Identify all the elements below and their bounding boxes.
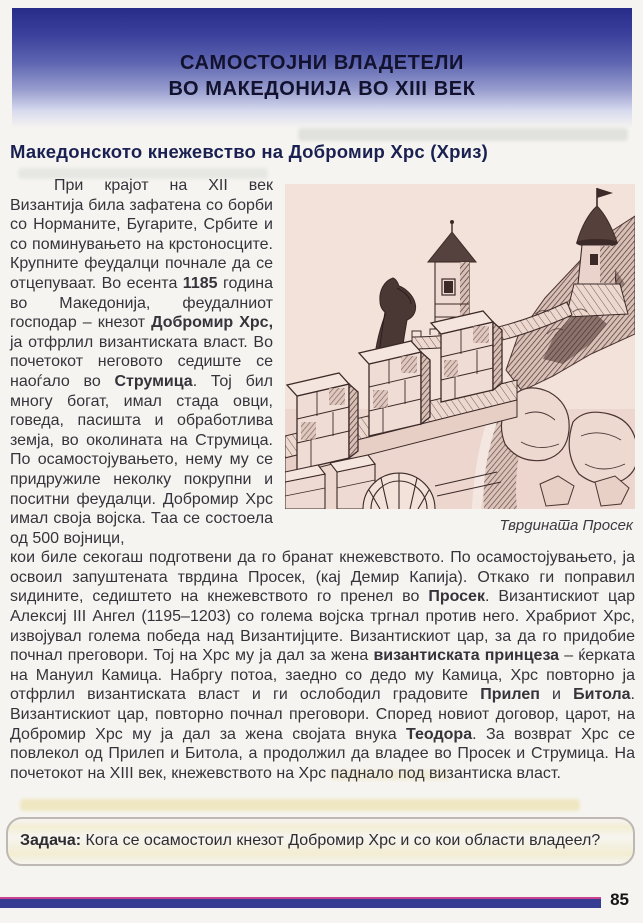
footer-bar bbox=[0, 897, 601, 908]
chapter-title-line2: ВО МАКЕДОНИЈА ВО XIII ВЕК bbox=[168, 78, 476, 100]
figure-caption: Тврдината Просек bbox=[499, 517, 633, 534]
bleedthrough-artifact bbox=[20, 799, 580, 811]
task-box bbox=[6, 817, 635, 866]
task-text: Задача: Кога се осамостоил кнезот Добромир Хрс и со кои области владеел? bbox=[20, 832, 601, 849]
article-body bbox=[10, 176, 635, 783]
paragraph-intro: При крајот на XII век Византија била зафатена со борби со Норманите, Бугарите, Србите и со поминувањето на крстоносците. Крупните феудалци почнале да се отцепуваат. Во есента 1185 година во Македонија, феудалниот господар – кнезот Добромир Хрс, ја отфрлил византиската власт. Во почетокот неговото седиште се наоѓало во Струмица. Тој бил многу богат, имал стада овци, говеда, пасишта и обработлива земја, во околината на Струмица. По осамостојувањето, нему му се придружиле неколку покрупни и поситни феудалци. Добромир Хрс имал своја војска. Таа се состоела од 500 војници, bbox=[10, 177, 274, 547]
paragraph-main: кои биле секогаш подготвени да го бранат кнежевството. По осамостојувањето, ја освоил запуштената тврдина Просек, (кај Демир Капија). Откако ги поправил ѕидините, седиштето на кнежевството го пренел во Просек. Византискиот цар Алексиј III Ангел (1195–1203) со голема војска тргнал против него. Храбриот Хрс, извојувал голема победа над Византијците. Византискиот цар, за да го придобие почнал преговори. Тој на Хрс му ја дал за жена византиската принцеза – ќерката на Мануил Камица. Набргу потоа, заедно со дедо му Камица, Хрс повторно ја отфрлил византиската власт и ги ослободил градовите Прилеп и Битола. Византискиот цар, повторно почнал преговори. Според новиот договор, царот, на Добромир Хрс му ја дал за жена својата внука Теодора. За возврат Хрс се повлекол од Прилеп и Битола, а продолжил да владее во Просек и Струмица. На почетокот на XIII век, кнежевството на Хрс паднало под византиска власт. bbox=[10, 549, 636, 782]
page-number: 85 bbox=[610, 890, 629, 909]
section-title: Македонското кнежевство на Добромир Хрс (Хриз) bbox=[10, 141, 488, 162]
bleedthrough-artifact bbox=[298, 128, 628, 141]
chapter-title bbox=[12, 8, 632, 102]
prosek-fortress-illustration bbox=[285, 184, 635, 509]
fortress-figure bbox=[285, 184, 635, 536]
chapter-banner bbox=[12, 8, 632, 128]
chapter-title-line1: САМОСТОЈНИ ВЛАДЕТЕЛИ bbox=[179, 52, 465, 74]
